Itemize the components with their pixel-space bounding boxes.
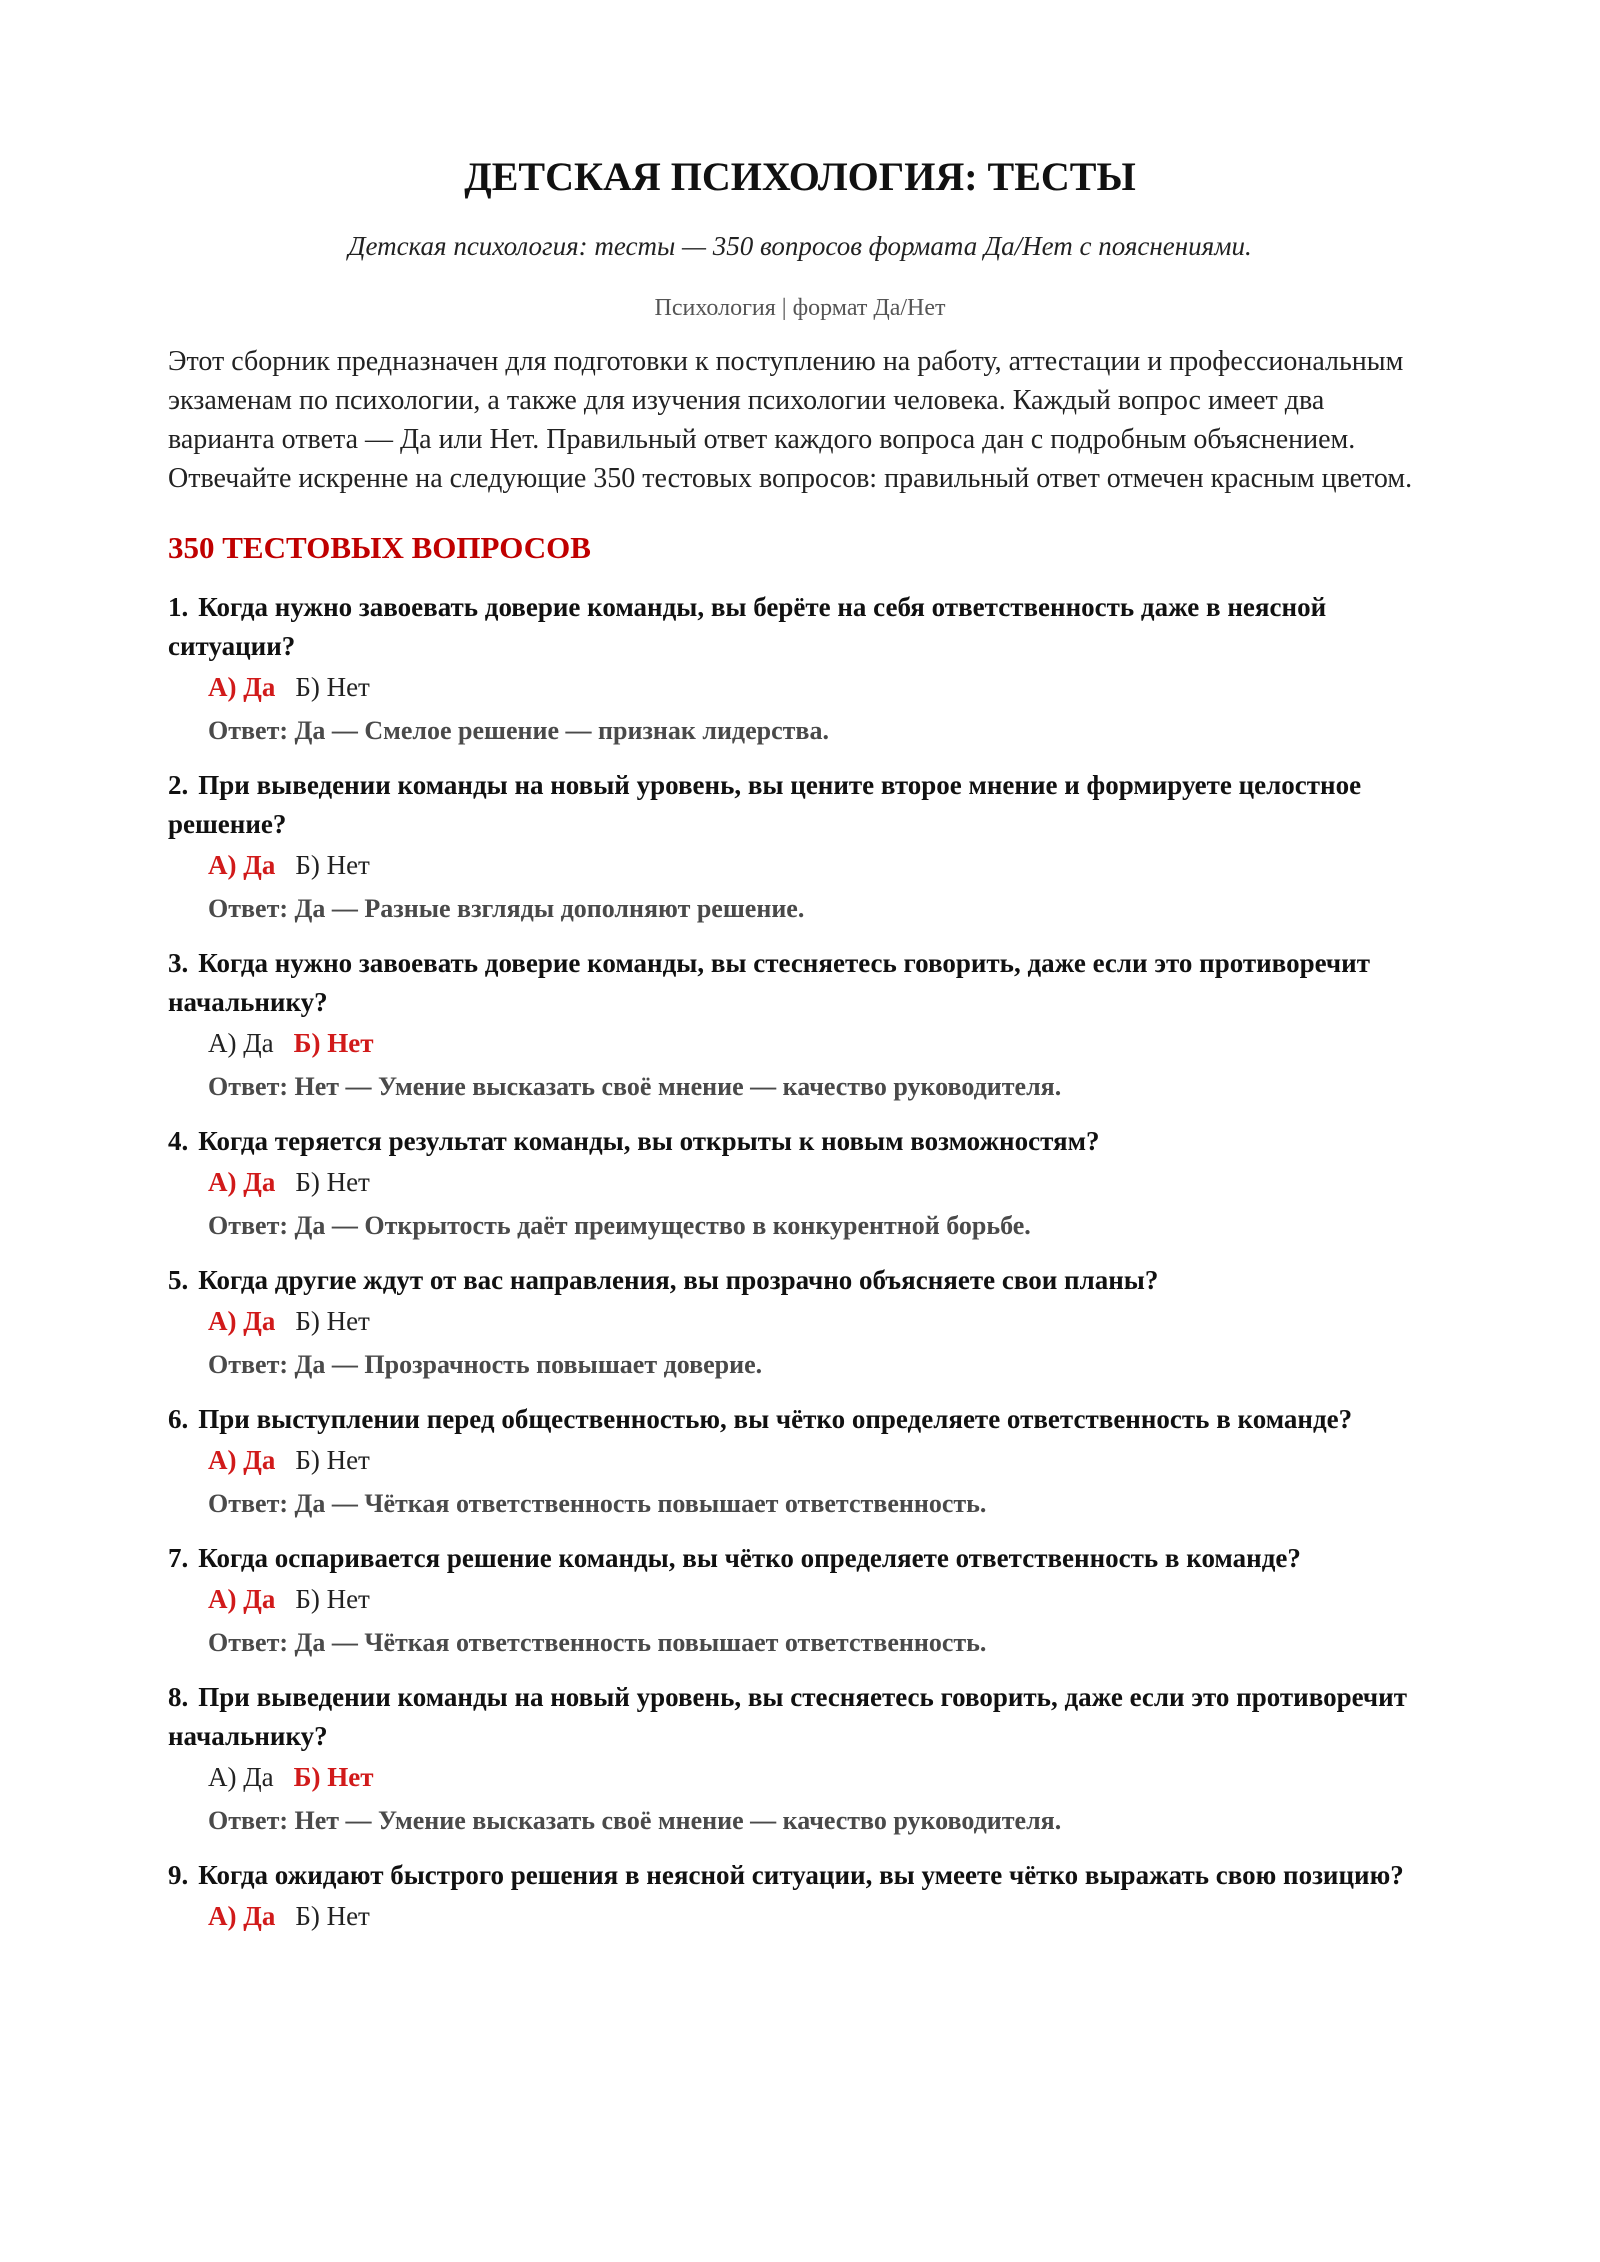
question-item xyxy=(168,1261,1432,1384)
answer-options xyxy=(208,1897,1432,1936)
answer-options xyxy=(208,668,1432,707)
option-b: Б) Нет xyxy=(295,1306,370,1336)
question-text xyxy=(168,1856,1432,1895)
answer-options xyxy=(208,1163,1432,1202)
question-number: 2. xyxy=(168,770,189,800)
question-number: 6. xyxy=(168,1404,189,1434)
option-a-correct: А) Да xyxy=(208,1167,276,1197)
question-item xyxy=(168,1856,1432,1936)
document-intro: Этот сборник предназначен для подготовки к поступлению на работу, аттестации и профессиональным экзаменам по психологии, а также для изучения психологии человека. Каждый вопрос имеет два варианта ответа — Да или Нет. Правильный ответ каждого вопроса дан с подробным объяснением. Отвечайте искренне на следующие 350 тестовых вопросов: правильный ответ отмечен красным цветом. xyxy=(168,346,1413,494)
answer-explanation: Ответ: Да — Чёткая ответственность повышает ответственность. xyxy=(208,1628,987,1657)
option-b: Б) Нет xyxy=(295,1167,370,1197)
question-text xyxy=(168,1539,1432,1578)
question-text xyxy=(168,1122,1432,1161)
answer-options xyxy=(208,1580,1432,1619)
question-body: Когда оспаривается решение команды, вы чётко определяете ответственность в команде? xyxy=(198,1543,1301,1573)
section-heading: 350 ТЕСТОВЫХ ВОПРОСОВ xyxy=(168,530,591,565)
answer-options xyxy=(208,1758,1432,1797)
answer-options xyxy=(208,1441,1432,1480)
question-text xyxy=(168,944,1432,1022)
option-b: Б) Нет xyxy=(295,1901,370,1931)
answer-options xyxy=(208,1302,1432,1341)
question-number: 4. xyxy=(168,1126,189,1156)
answer-explanation: Ответ: Да — Смелое решение — признак лидерства. xyxy=(208,716,829,745)
question-number: 8. xyxy=(168,1682,189,1712)
question-item xyxy=(168,1539,1432,1662)
option-a-correct: А) Да xyxy=(208,672,276,702)
document-meta: Психология | формат Да/Нет xyxy=(654,295,946,321)
question-text xyxy=(168,1261,1432,1300)
question-item xyxy=(168,1400,1432,1523)
option-b: Б) Нет xyxy=(295,1445,370,1475)
question-number: 1. xyxy=(168,592,189,622)
answer-explanation: Ответ: Да — Чёткая ответственность повышает ответственность. xyxy=(208,1489,987,1518)
question-body: Когда другие ждут от вас направления, вы прозрачно объясняете свои планы? xyxy=(198,1265,1159,1295)
option-b-correct: Б) Нет xyxy=(293,1762,374,1792)
option-a: А) Да xyxy=(208,1028,274,1058)
document-title: ДЕТСКАЯ ПСИХОЛОГИЯ: ТЕСТЫ xyxy=(464,154,1136,199)
question-body: Когда теряется результат команды, вы открыты к новым возможностям? xyxy=(198,1126,1100,1156)
question-text xyxy=(168,1400,1432,1439)
option-a-correct: А) Да xyxy=(208,1584,276,1614)
option-b: Б) Нет xyxy=(295,1584,370,1614)
question-number: 7. xyxy=(168,1543,189,1573)
option-a-correct: А) Да xyxy=(208,1901,276,1931)
answer-explanation: Ответ: Нет — Умение высказать своё мнение — качество руководителя. xyxy=(208,1072,1062,1101)
document-subtitle: Детская психология: тесты — 350 вопросов формата Да/Нет с пояснениями. xyxy=(348,231,1252,261)
question-body: При выведении команды на новый уровень, вы цените второе мнение и формируете целостное решение? xyxy=(168,770,1362,839)
question-number: 5. xyxy=(168,1265,189,1295)
option-a-correct: А) Да xyxy=(208,1306,276,1336)
option-a-correct: А) Да xyxy=(208,850,276,880)
answer-explanation: Ответ: Да — Разные взгляды дополняют решение. xyxy=(208,894,805,923)
question-item xyxy=(168,766,1432,928)
question-text xyxy=(168,1678,1432,1756)
answer-explanation: Ответ: Нет — Умение высказать своё мнение — качество руководителя. xyxy=(208,1806,1062,1835)
option-b: Б) Нет xyxy=(295,672,370,702)
question-item xyxy=(168,944,1432,1106)
answer-options xyxy=(208,1024,1432,1063)
question-body: При выведении команды на новый уровень, вы стесняетесь говорить, даже если это противоречит начальнику? xyxy=(168,1682,1407,1751)
option-a: А) Да xyxy=(208,1762,274,1792)
answer-explanation: Ответ: Да — Открытость даёт преимущество в конкурентной борьбе. xyxy=(208,1211,1031,1240)
answer-explanation: Ответ: Да — Прозрачность повышает доверие. xyxy=(208,1350,763,1379)
question-body: Когда нужно завоевать доверие команды, вы стесняетесь говорить, даже если это противоречит начальнику? xyxy=(168,948,1370,1017)
question-text xyxy=(168,588,1432,666)
question-body: При выступлении перед общественностью, вы чётко определяете ответственность в команде? xyxy=(198,1404,1353,1434)
question-body: Когда нужно завоевать доверие команды, вы берёте на себя ответственность даже в неясной ситуации? xyxy=(168,592,1327,661)
question-item xyxy=(168,1122,1432,1245)
question-number: 3. xyxy=(168,948,189,978)
option-b-correct: Б) Нет xyxy=(293,1028,374,1058)
answer-options xyxy=(208,846,1432,885)
option-b: Б) Нет xyxy=(295,850,370,880)
question-number: 9. xyxy=(168,1860,189,1890)
question-list xyxy=(168,588,1432,1936)
option-a-correct: А) Да xyxy=(208,1445,276,1475)
question-text xyxy=(168,766,1432,844)
question-body: Когда ожидают быстрого решения в неясной ситуации, вы умеете чётко выражать свою позицию? xyxy=(198,1860,1404,1890)
question-item xyxy=(168,1678,1432,1840)
question-item xyxy=(168,588,1432,750)
